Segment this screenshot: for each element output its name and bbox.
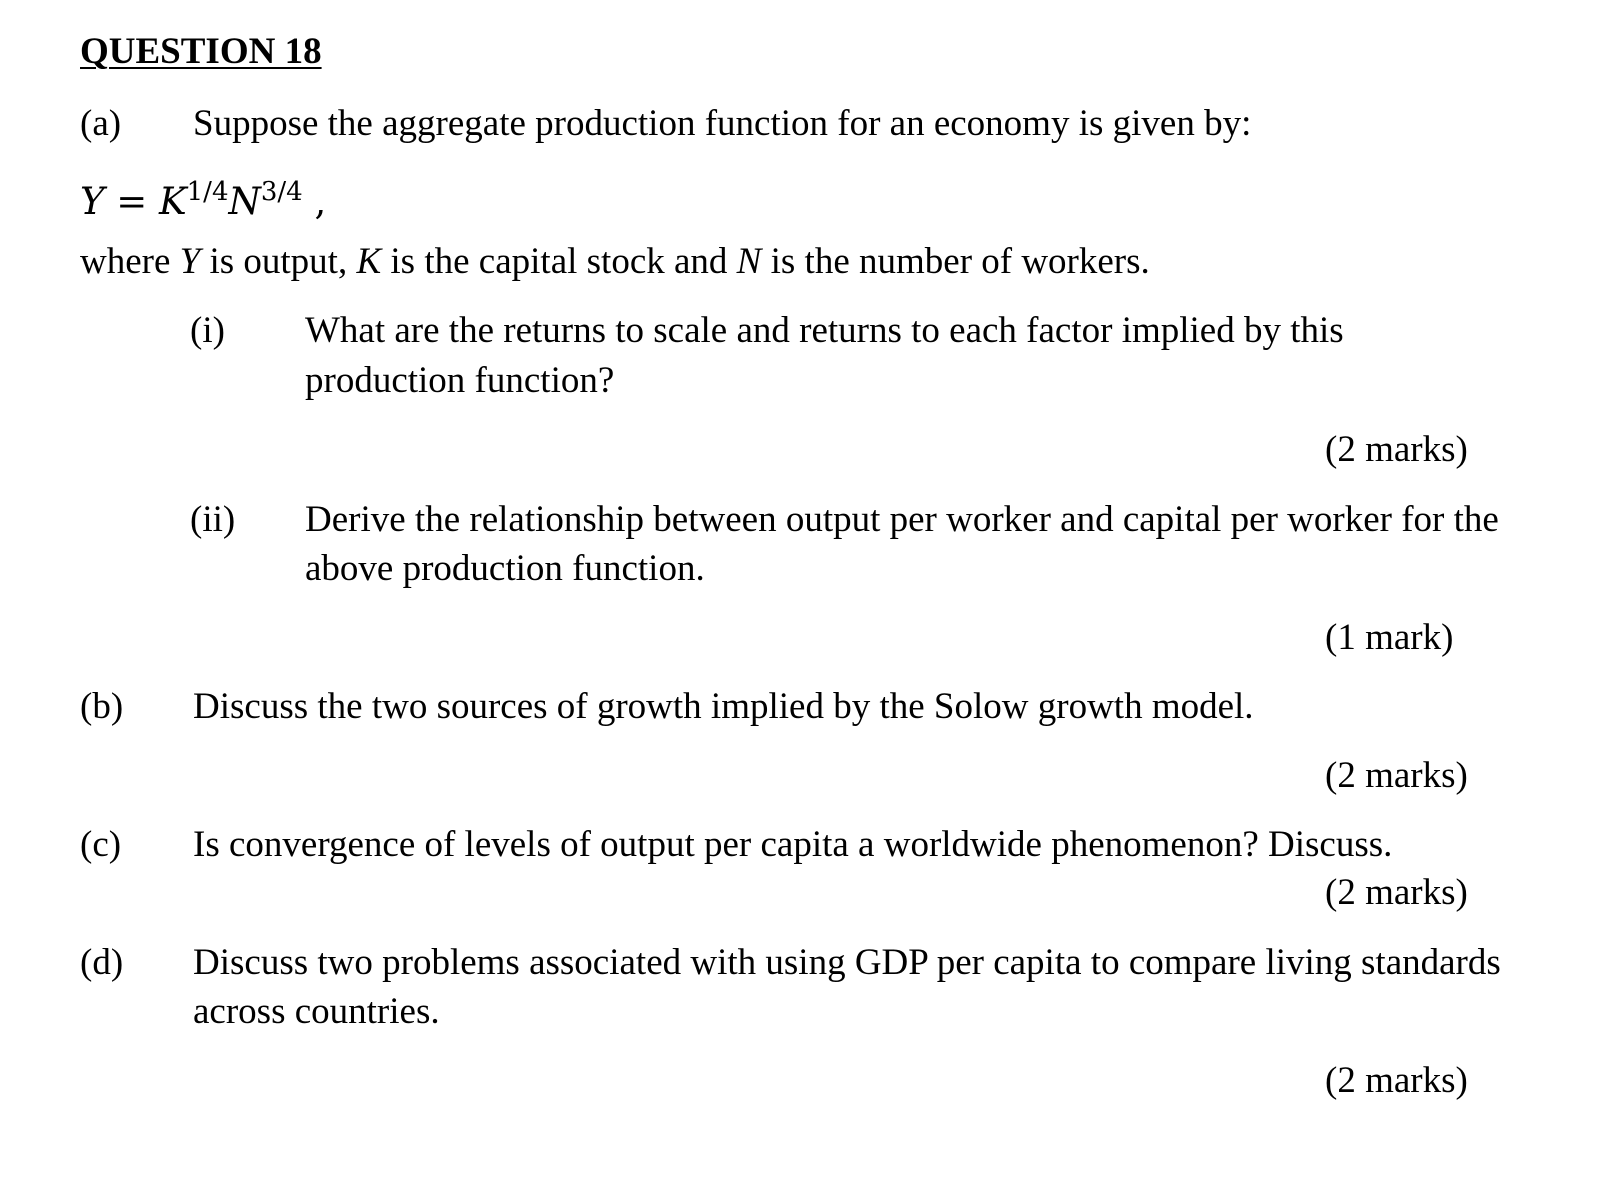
sub-ii-marks: (1 mark) <box>1325 617 1454 658</box>
sub-ii-text-line1: Derive the relationship between output per worker and capital per worker for the <box>305 499 1499 540</box>
where-k: K <box>356 241 382 282</box>
sub-i-marks: (2 marks) <box>1325 429 1468 470</box>
where-text-1: where <box>80 241 180 282</box>
part-d-marks: (2 marks) <box>1325 1060 1468 1101</box>
eq-k-exponent: 1/4 <box>186 177 229 207</box>
part-c-text: Is convergence of levels of output per capita a worldwide phenomenon? Discuss. <box>193 824 1393 865</box>
part-b-text: Discuss the two sources of growth implied by the Solow growth model. <box>193 686 1254 727</box>
eq-n: N <box>228 180 261 223</box>
part-a-intro: Suppose the aggregate production function for an economy is given by: <box>193 103 1252 144</box>
sub-i-label: (i) <box>190 310 225 351</box>
where-text-2: is output, <box>200 241 357 282</box>
eq-n-exponent: 3/4 <box>260 177 303 207</box>
eq-k: K <box>158 180 187 223</box>
sub-ii-label: (ii) <box>190 499 236 540</box>
part-d-text-line1: Discuss two problems associated with using GDP per capita to compare living standards <box>193 942 1501 983</box>
where-text-4: is the number of workers. <box>761 241 1150 282</box>
sub-i-text-line1: What are the returns to scale and returns to each factor implied by this <box>305 310 1344 351</box>
production-function-equation <box>80 170 326 224</box>
eq-y: Y <box>80 180 105 223</box>
part-b-label: (b) <box>80 686 124 727</box>
question-title: QUESTION 18 <box>80 31 322 72</box>
part-d-label: (d) <box>80 942 124 983</box>
variable-definitions <box>80 240 1150 284</box>
where-y: Y <box>179 241 201 282</box>
part-c-label: (c) <box>80 824 122 865</box>
part-a-label: (a) <box>80 103 122 144</box>
eq-comma: , <box>314 180 327 223</box>
where-n: N <box>736 241 762 282</box>
sub-i-text-line2: production function? <box>305 360 615 401</box>
part-c-marks: (2 marks) <box>1325 872 1468 913</box>
sub-ii-text-line2: above production function. <box>305 548 705 589</box>
eq-equals: = <box>116 180 148 223</box>
where-text-3: is the capital stock and <box>381 241 737 282</box>
part-b-marks: (2 marks) <box>1325 755 1468 796</box>
part-d-text-line2: across countries. <box>193 991 440 1032</box>
